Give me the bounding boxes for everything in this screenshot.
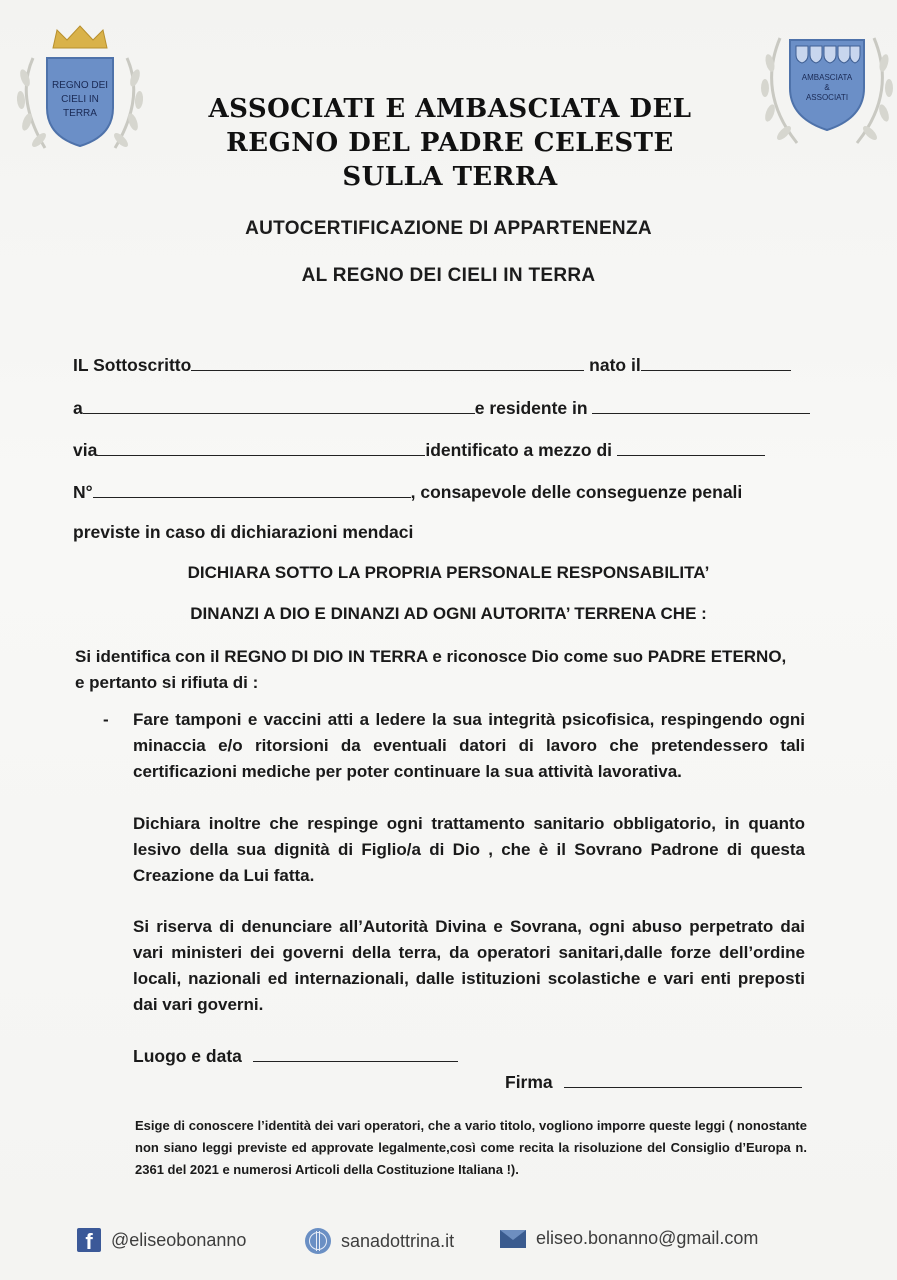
firma-blank[interactable] <box>564 1069 802 1088</box>
facebook-icon: f <box>77 1228 101 1252</box>
field-row-via <box>73 437 765 461</box>
footer-email[interactable] <box>500 1228 758 1249</box>
field-row-firma <box>505 1069 802 1093</box>
numero-blank[interactable] <box>93 479 411 498</box>
ambasciata-associati-logo <box>752 18 897 168</box>
svg-text:REGNO DEI: REGNO DEI <box>51 80 109 91</box>
label-numero: N° <box>73 482 93 502</box>
svg-text:TERRA: TERRA <box>63 108 97 119</box>
label-a: a <box>73 398 83 418</box>
svg-text:&: & <box>824 83 830 92</box>
svg-text:AMBASCIATA: AMBASCIATA <box>801 73 853 82</box>
luogo-nascita-blank[interactable] <box>83 395 475 414</box>
svg-text:CIELI IN: CIELI IN <box>61 94 99 105</box>
crown-icon <box>53 26 107 48</box>
field-row-luogo-data <box>133 1043 458 1067</box>
field-row-numero <box>73 479 742 503</box>
footer-website[interactable] <box>305 1228 454 1254</box>
regno-dei-cieli-logo <box>5 18 155 168</box>
paragraph-3: Si riserva di denunciare all’Autorità Divina e Sovrana, ogni abuso perpetrato dai vari ministeri dei governi della terra, da operatori sanitari,dalle forze dell’ordine locali, nazionali ed internazionali, dalle istituzioni scolastiche e vari enti preposti dai vari governi. <box>133 917 805 1014</box>
field-row-sottoscritto <box>73 352 791 376</box>
nato-il-blank[interactable] <box>641 352 791 371</box>
sottoscritto-blank[interactable] <box>191 352 584 371</box>
label-nato: nato il <box>589 355 641 375</box>
label-firma: Firma <box>505 1072 553 1092</box>
label-previste: previste in caso di dichiarazioni mendaci <box>73 522 414 542</box>
declaration-line-1: DICHIARA SOTTO LA PROPRIA PERSONALE RESPONSABILITA’ <box>187 563 710 582</box>
footer-facebook[interactable] <box>77 1228 246 1252</box>
facebook-handle[interactable]: @eliseobonanno <box>111 1229 247 1250</box>
residente-blank[interactable] <box>592 395 810 414</box>
title-line-1: ASSOCIATI E AMBASCIATA DEL <box>208 94 692 124</box>
label-luogo-data: Luogo e data <box>133 1046 242 1066</box>
label-identificato: identificato a mezzo di <box>425 440 613 460</box>
label-residente: e residente in <box>474 398 588 418</box>
bullet-dash: - <box>103 710 109 729</box>
label-sottoscritto: IL Sottoscritto <box>73 355 192 375</box>
bullet-1-text: Fare tamponi e vaccini atti a ledere la sua integrità psicofisica, respingendo ogni minaccia e/o ritorsioni da eventuali datori di lavoro che pretendessero tali certificazioni mediche per poter continuare la sua attività lavorativa. <box>133 710 805 781</box>
footnote-text: Esige di conoscere l’identità dei vari operatori, che a vario titolo, vogliono imporre queste leggi ( nonostante non siano leggi previste ed approvate legalmente,così come recita la risoluzione del Consiglio d’Europa n. 2361 del 2021 e numerosi Articoli della Costituzione Italiana !). <box>135 1118 807 1177</box>
subtitle-2: AL REGNO DEI CIELI IN TERRA <box>301 265 596 286</box>
globe-icon <box>305 1228 331 1254</box>
title-line-3: SULLA TERRA <box>342 162 558 192</box>
declaration-line-2: DINANZI A DIO E DINANZI AD OGNI AUTORITA’ TERRENA CHE : <box>190 604 707 623</box>
email-link[interactable]: eliseo.bonanno@gmail.com <box>536 1228 759 1248</box>
intro-text <box>75 644 815 696</box>
label-consapevole: , consapevole delle conseguenze penali <box>410 482 743 502</box>
paragraph-2: Dichiara inoltre che respinge ogni trattamento sanitario obbligatorio, in quanto lesivo della sua dignità di Figlio/a di Dio , che è il Sovrano Padrone di questa Creazione da Lui fatta. <box>133 814 805 885</box>
via-blank[interactable] <box>97 437 425 456</box>
intro-line-1: Si identifica con il REGNO DI DIO IN TERRA e riconosce Dio come suo PADRE ETERNO, <box>75 647 787 666</box>
identificato-blank[interactable] <box>617 437 765 456</box>
luogo-data-blank[interactable] <box>253 1043 458 1062</box>
title-line-2: REGNO DEL PADRE CELESTE <box>226 128 674 158</box>
subtitle-1: AUTOCERTIFICAZIONE DI APPARTENENZA <box>245 218 652 239</box>
intro-line-2: e pertanto si rifiuta di : <box>75 673 259 692</box>
website-link[interactable]: sanadottrina.it <box>341 1230 455 1251</box>
document-title <box>150 92 750 194</box>
field-row-luogo-nascita <box>73 395 810 419</box>
envelope-icon <box>500 1230 526 1248</box>
label-via: via <box>73 440 98 460</box>
svg-text:ASSOCIATI: ASSOCIATI <box>805 93 849 102</box>
